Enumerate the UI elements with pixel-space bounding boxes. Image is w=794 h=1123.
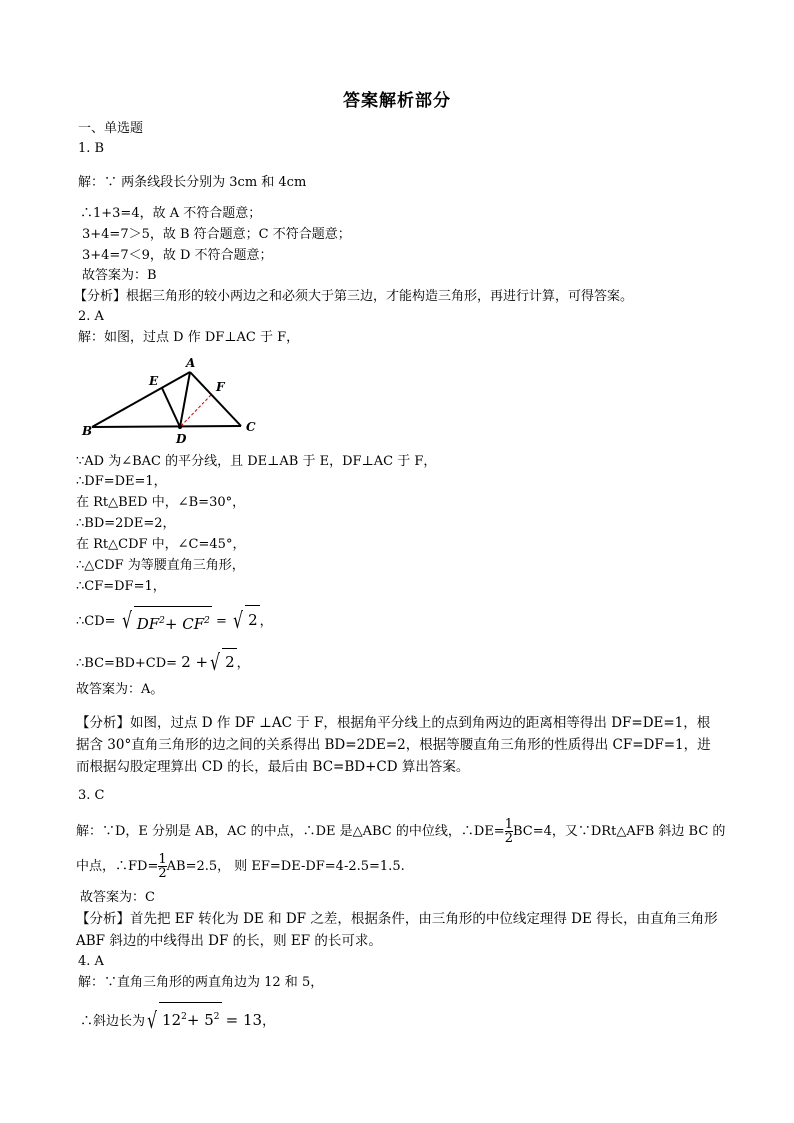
- q2-bc-line: [76, 648, 250, 677]
- q2-line: ∴BD=2DE=2，: [76, 516, 176, 531]
- sqrt-sign: √: [233, 609, 243, 634]
- q3-line1: [76, 818, 725, 845]
- q4-text: ∴斜边长为: [80, 1014, 146, 1029]
- q2-bc-label: ∴BC=BD+CD=: [76, 656, 178, 671]
- q2-line: 在 Rt△CDF 中，∠C=45°，: [76, 537, 246, 552]
- q4-line: 解：∵直角三角形的两直角边为 12 和 5，: [78, 975, 324, 990]
- label-d: D: [176, 432, 187, 446]
- q2-cd-label: ∴CD=: [76, 614, 116, 629]
- q1-analysis: 【分析】根据三角形的较小两边之和必须大于第三边，才能构造三角形，再进行计算，可得答案。: [74, 289, 634, 304]
- q3-line2: [76, 853, 405, 880]
- sqrt-sign: √: [210, 651, 221, 676]
- radicand-df: DF: [136, 614, 160, 633]
- comma: ，: [236, 656, 250, 671]
- q4-number: 4. A: [78, 954, 104, 969]
- q2-line: 故答案为：A。: [76, 682, 164, 697]
- page-title: 答案解析部分: [343, 91, 451, 111]
- equals-13: = 13: [225, 1011, 263, 1029]
- sqrt-sign: √: [147, 1009, 157, 1034]
- numerator: 1: [158, 852, 167, 867]
- q3-text: 中点，∴FD=: [76, 859, 159, 874]
- sqrt-two: 2: [222, 648, 237, 675]
- radicand-5: + 5: [186, 1011, 214, 1029]
- q3-text: BC=4，又∵DRt△AFB 斜边 BC 的: [512, 824, 726, 839]
- comma: ，: [262, 1014, 276, 1029]
- q1-line: 3+4=7＞5，故 B 符合题意；C 不符合题意；: [82, 227, 351, 242]
- triangle-figure: [78, 355, 268, 447]
- fraction-half: [505, 818, 513, 845]
- q2-number: 2. A: [78, 309, 104, 324]
- q1-line: ∴1+3=4，故 A 不符合题意；: [80, 206, 262, 221]
- q2-bc-two: 2 +: [181, 653, 209, 671]
- radicand-cf: + CF: [164, 614, 205, 633]
- q3-text: 解：∵D，E 分别是 AB，AC 的中点，∴DE 是△ABC 的中位线，∴DE=: [76, 824, 505, 839]
- denominator: 2: [504, 831, 513, 846]
- q2-cd-line: [76, 605, 273, 638]
- q2-line: ∵AD 为∠BAC 的平分线，且 DE⊥AB 于 E，DF⊥AC 于 F，: [76, 454, 437, 469]
- sqrt-radicand: $12^2+ 5^2$: [159, 1002, 221, 1034]
- label-c: C: [246, 420, 256, 434]
- denominator: 2: [158, 866, 167, 881]
- q3-line: 故答案为：C: [80, 890, 155, 905]
- q1-line: 故答案为：B: [82, 268, 157, 283]
- point-d: [178, 425, 182, 429]
- sqrt-two: 2: [245, 605, 260, 634]
- sqrt-radicand: $DF^2+ CF^2$: [134, 606, 212, 638]
- label-b: B: [82, 424, 93, 438]
- label-e: E: [149, 374, 159, 388]
- radicand-12: 12: [162, 1011, 182, 1029]
- q1-line: 3+4=7＜9，故 D 不符合题意；: [82, 248, 273, 263]
- equals-sign: =: [216, 614, 227, 629]
- q2-line: ∴CF=DF=1，: [76, 579, 166, 594]
- comma: ，: [259, 614, 273, 629]
- q2-analysis: 【分析】如图，过点 D 作 DF ⊥AC 于 F，根据角平分线上的点到角两边的距离相等得出 DF=DE=1，根据含 30°直角三角形的边之间的关系得出 BD=2DE=2，根据等腰直角三角形的性质得出 CF=DF=1，进而根据勾股定理算出 CD 的长，最后由 BC=BD+CD 算出答案。: [76, 715, 711, 775]
- q1-line: 解：∵ 两条线段长分别为 3cm 和 4cm: [78, 175, 307, 190]
- q3-analysis: 【分析】首先把 EF 转化为 DE 和 DF 之差，根据条件，由三角形的中位线定理得 DE 得长，由直角三角形 ABF 斜边的中线得出 DF 的长，则 EF 的长可求。: [76, 911, 718, 949]
- segment-de: [162, 388, 180, 427]
- q2-line: ∴△CDF 为等腰直角三角形，: [76, 558, 245, 573]
- section-heading: 一、单选题: [78, 121, 144, 136]
- q2-line: ∴DF=DE=1，: [76, 474, 167, 489]
- q3-number: 3. C: [78, 788, 105, 803]
- label-a: A: [186, 356, 196, 370]
- fraction-half: [158, 853, 166, 880]
- edge-bc: [92, 426, 241, 427]
- q2-line: 解：如图，过点 D 作 DF⊥AC 于 F，: [78, 330, 300, 345]
- q2-line: 在 Rt△BED 中，∠B=30°，: [76, 495, 246, 510]
- q4-line2: [80, 1002, 275, 1036]
- sqrt-sign: √: [121, 609, 132, 634]
- q3-text: AB=2.5， 则 EF=DE-DF=4-2.5=1.5.: [166, 859, 405, 874]
- q1-number: 1. B: [78, 141, 105, 156]
- numerator: 1: [504, 817, 513, 832]
- label-f: F: [216, 380, 225, 394]
